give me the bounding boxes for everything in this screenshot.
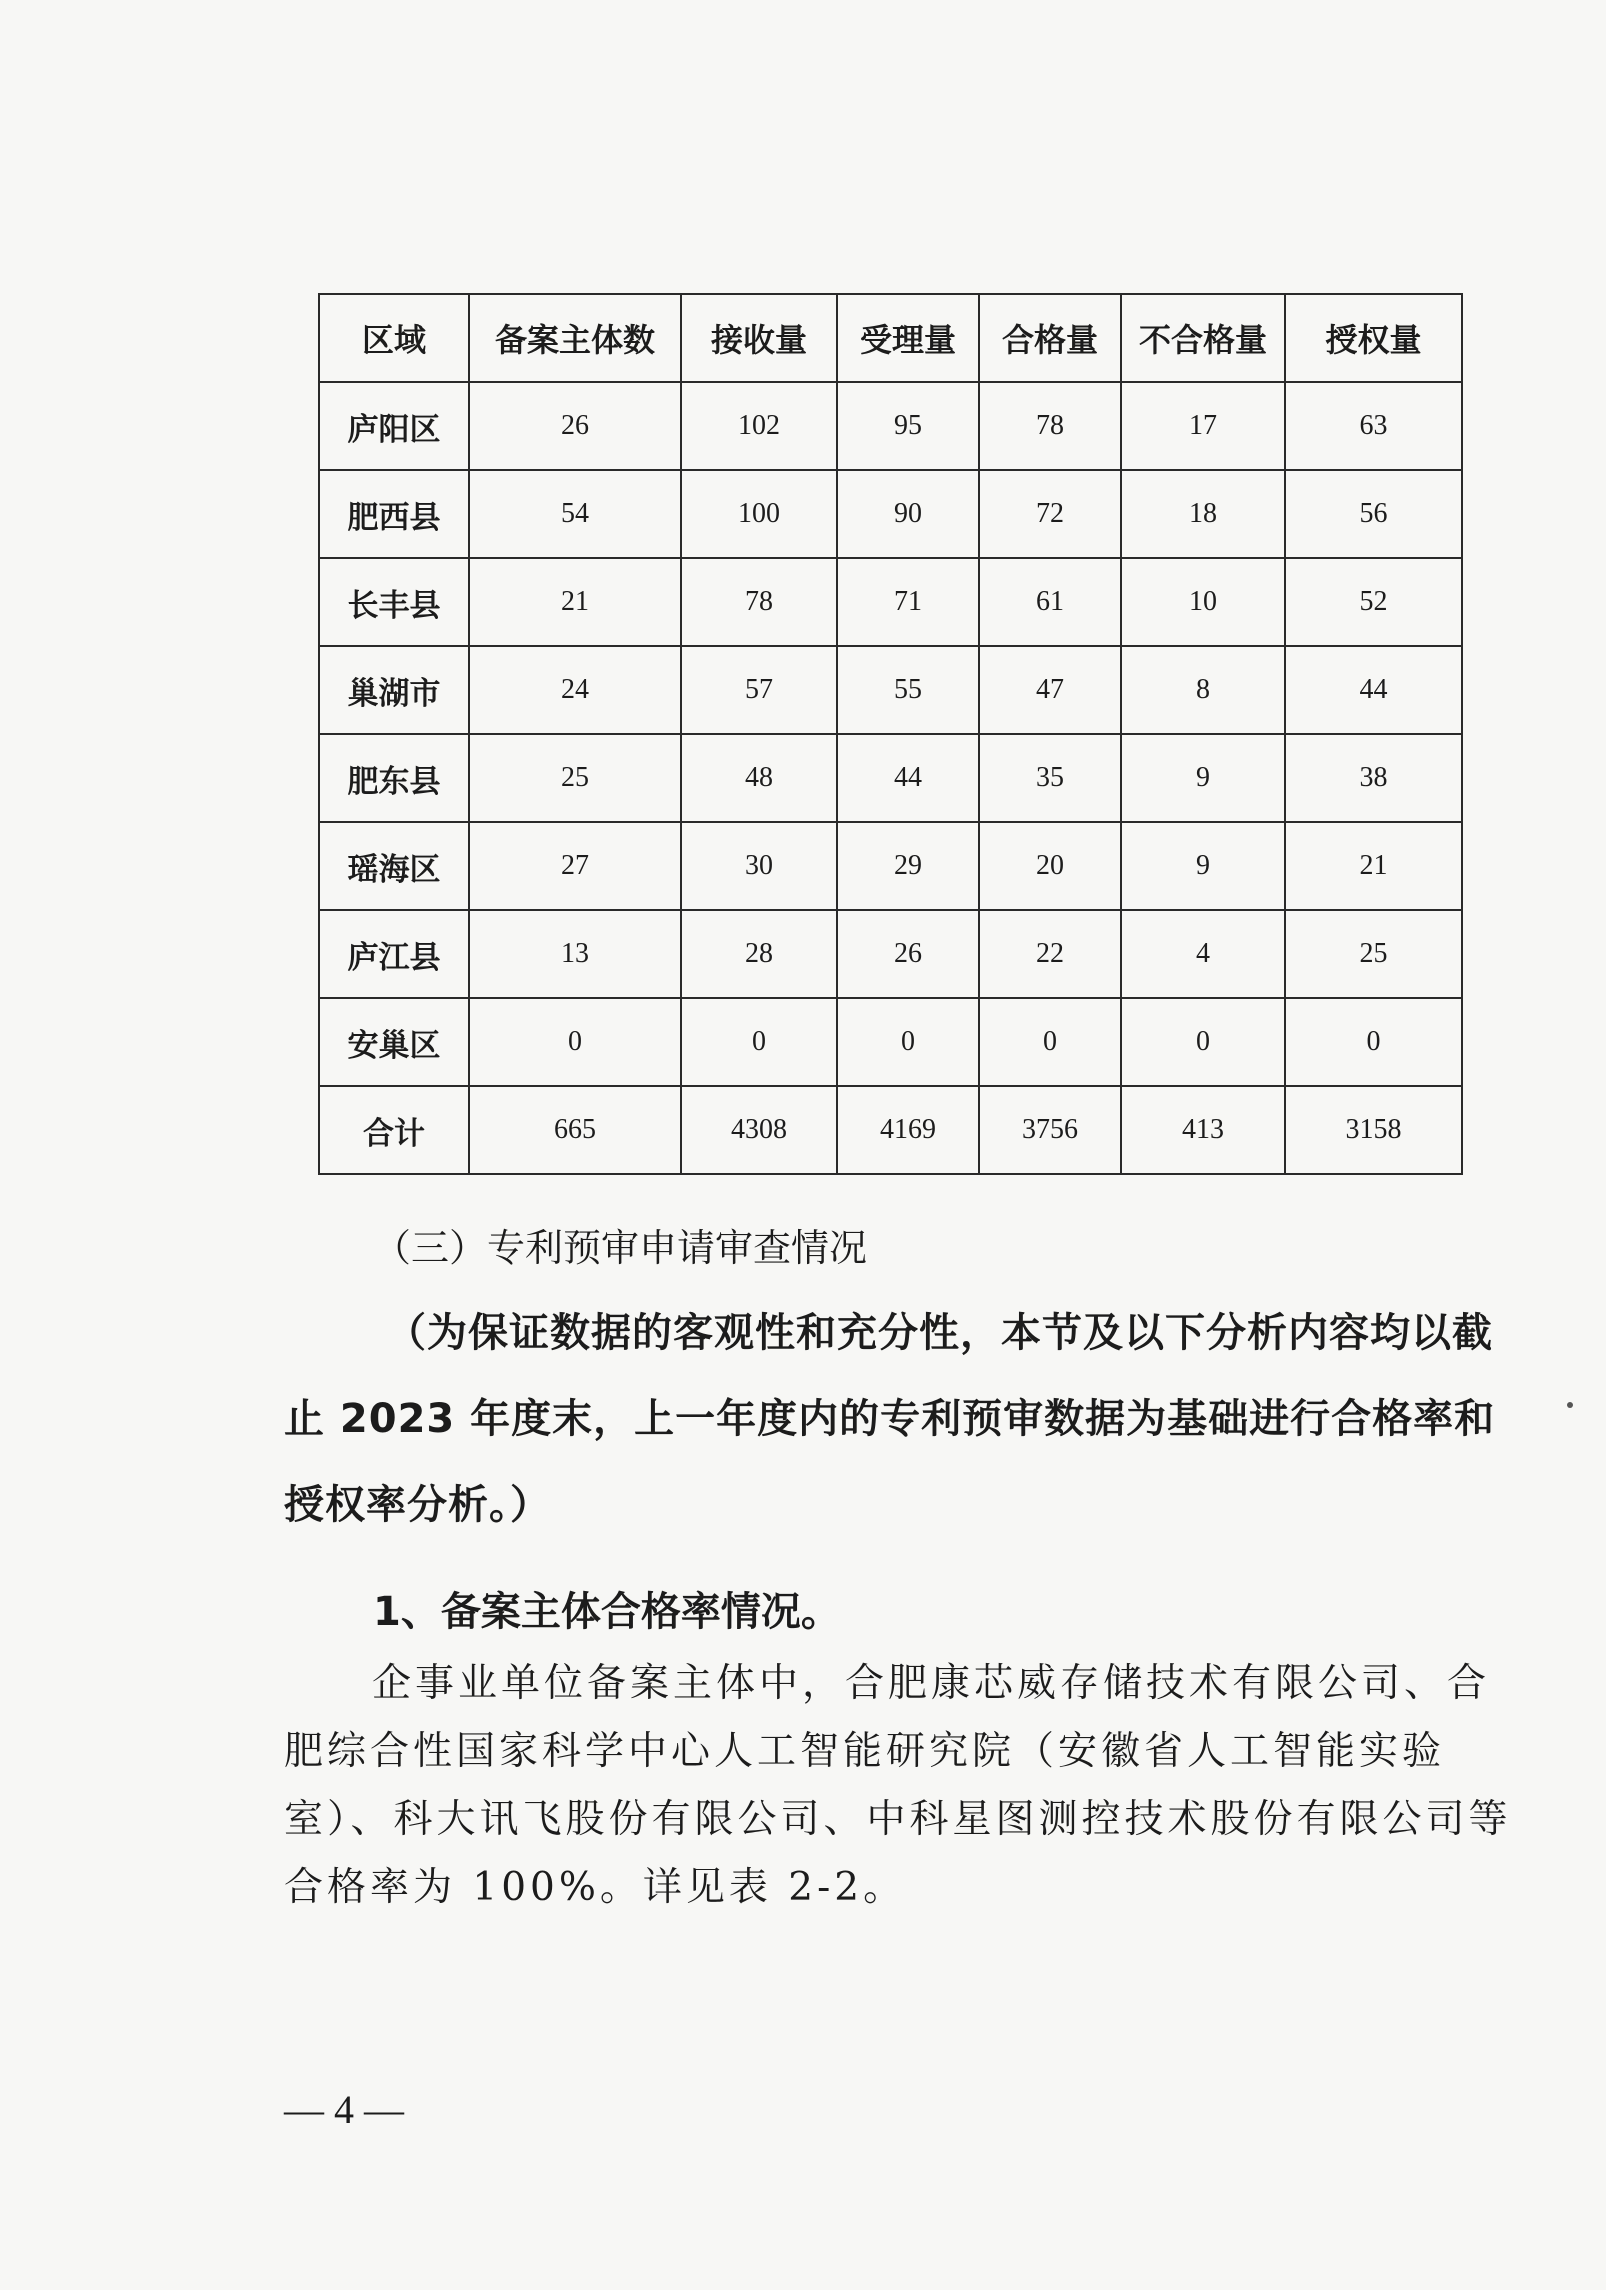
header-qualified: 合格量 [979, 294, 1121, 382]
cell-region: 瑶海区 [319, 822, 469, 910]
cell-region: 庐阳区 [319, 382, 469, 470]
cell-filing-entities: 21 [469, 558, 681, 646]
cell-filing-entities: 26 [469, 382, 681, 470]
header-filing-entities: 备案主体数 [469, 294, 681, 382]
cell-accepted: 4169 [837, 1086, 979, 1174]
cell-qualified: 20 [979, 822, 1121, 910]
cell-unqualified: 17 [1121, 382, 1285, 470]
cell-granted: 21 [1285, 822, 1462, 910]
cell-received: 30 [681, 822, 837, 910]
cell-received: 28 [681, 910, 837, 998]
cell-region: 肥东县 [319, 734, 469, 822]
table-row [319, 910, 1462, 998]
body-paragraph: 企事业单位备案主体中，合肥康芯威存储技术有限公司、合肥综合性国家科学中心人工智能研究院（安徽省人工智能实验室）、科大讯飞股份有限公司、中科星图测控技术股份有限公司等合格率为 100%。详见表 2-2。 [284, 1661, 1512, 1910]
cell-filing-entities: 25 [469, 734, 681, 822]
cell-region: 庐江县 [319, 910, 469, 998]
header-accepted: 受理量 [837, 294, 979, 382]
cell-qualified: 61 [979, 558, 1121, 646]
cell-granted: 3158 [1285, 1086, 1462, 1174]
cell-unqualified: 8 [1121, 646, 1285, 734]
cell-region: 合计 [319, 1086, 469, 1174]
cell-granted: 44 [1285, 646, 1462, 734]
table-row [319, 558, 1462, 646]
cell-unqualified: 4 [1121, 910, 1285, 998]
cell-unqualified: 9 [1121, 734, 1285, 822]
cell-filing-entities: 27 [469, 822, 681, 910]
cell-received: 78 [681, 558, 837, 646]
table-row [319, 998, 1462, 1086]
cell-received: 102 [681, 382, 837, 470]
methodology-note: （为保证数据的客观性和充分性，本节及以下分析内容均以截止 2023 年度末，上一年度内的专利预审数据为基础进行合格率和授权率分析。） [284, 1310, 1496, 1528]
cell-filing-entities: 24 [469, 646, 681, 734]
cell-received: 4308 [681, 1086, 837, 1174]
cell-filing-entities: 13 [469, 910, 681, 998]
subsection-heading: 1、备案主体合格率情况。 [373, 1589, 841, 1635]
cell-granted: 38 [1285, 734, 1462, 822]
table-header-row [319, 294, 1462, 382]
region-statistics-table [318, 293, 1463, 1175]
cell-region: 长丰县 [319, 558, 469, 646]
cell-accepted: 71 [837, 558, 979, 646]
cell-qualified: 35 [979, 734, 1121, 822]
cell-qualified: 78 [979, 382, 1121, 470]
cell-region: 安巢区 [319, 998, 469, 1086]
cell-qualified: 3756 [979, 1086, 1121, 1174]
cell-filing-entities: 54 [469, 470, 681, 558]
header-received: 接收量 [681, 294, 837, 382]
scan-speck [1567, 1402, 1573, 1408]
cell-accepted: 26 [837, 910, 979, 998]
cell-granted: 63 [1285, 382, 1462, 470]
cell-received: 0 [681, 998, 837, 1086]
cell-granted: 25 [1285, 910, 1462, 998]
header-region: 区域 [319, 294, 469, 382]
cell-qualified: 22 [979, 910, 1121, 998]
cell-unqualified: 10 [1121, 558, 1285, 646]
cell-qualified: 0 [979, 998, 1121, 1086]
cell-granted: 56 [1285, 470, 1462, 558]
cell-accepted: 29 [837, 822, 979, 910]
header-unqualified: 不合格量 [1121, 294, 1285, 382]
cell-received: 48 [681, 734, 837, 822]
cell-accepted: 90 [837, 470, 979, 558]
cell-unqualified: 0 [1121, 998, 1285, 1086]
cell-unqualified: 9 [1121, 822, 1285, 910]
header-granted: 授权量 [1285, 294, 1462, 382]
table-row [319, 470, 1462, 558]
cell-received: 57 [681, 646, 837, 734]
cell-region: 巢湖市 [319, 646, 469, 734]
cell-unqualified: 18 [1121, 470, 1285, 558]
cell-filing-entities: 665 [469, 1086, 681, 1174]
cell-qualified: 72 [979, 470, 1121, 558]
cell-qualified: 47 [979, 646, 1121, 734]
cell-granted: 0 [1285, 998, 1462, 1086]
cell-received: 100 [681, 470, 837, 558]
page-number: — 4 — [284, 2087, 404, 2132]
table-row [319, 382, 1462, 470]
cell-accepted: 55 [837, 646, 979, 734]
cell-accepted: 0 [837, 998, 979, 1086]
table-row [319, 822, 1462, 910]
section-heading: （三）专利预审申请审查情况 [373, 1226, 868, 1270]
cell-unqualified: 413 [1121, 1086, 1285, 1174]
table-total-row [319, 1086, 1462, 1174]
cell-accepted: 44 [837, 734, 979, 822]
table-row [319, 734, 1462, 822]
cell-granted: 52 [1285, 558, 1462, 646]
cell-filing-entities: 0 [469, 998, 681, 1086]
cell-accepted: 95 [837, 382, 979, 470]
table-row [319, 646, 1462, 734]
cell-region: 肥西县 [319, 470, 469, 558]
